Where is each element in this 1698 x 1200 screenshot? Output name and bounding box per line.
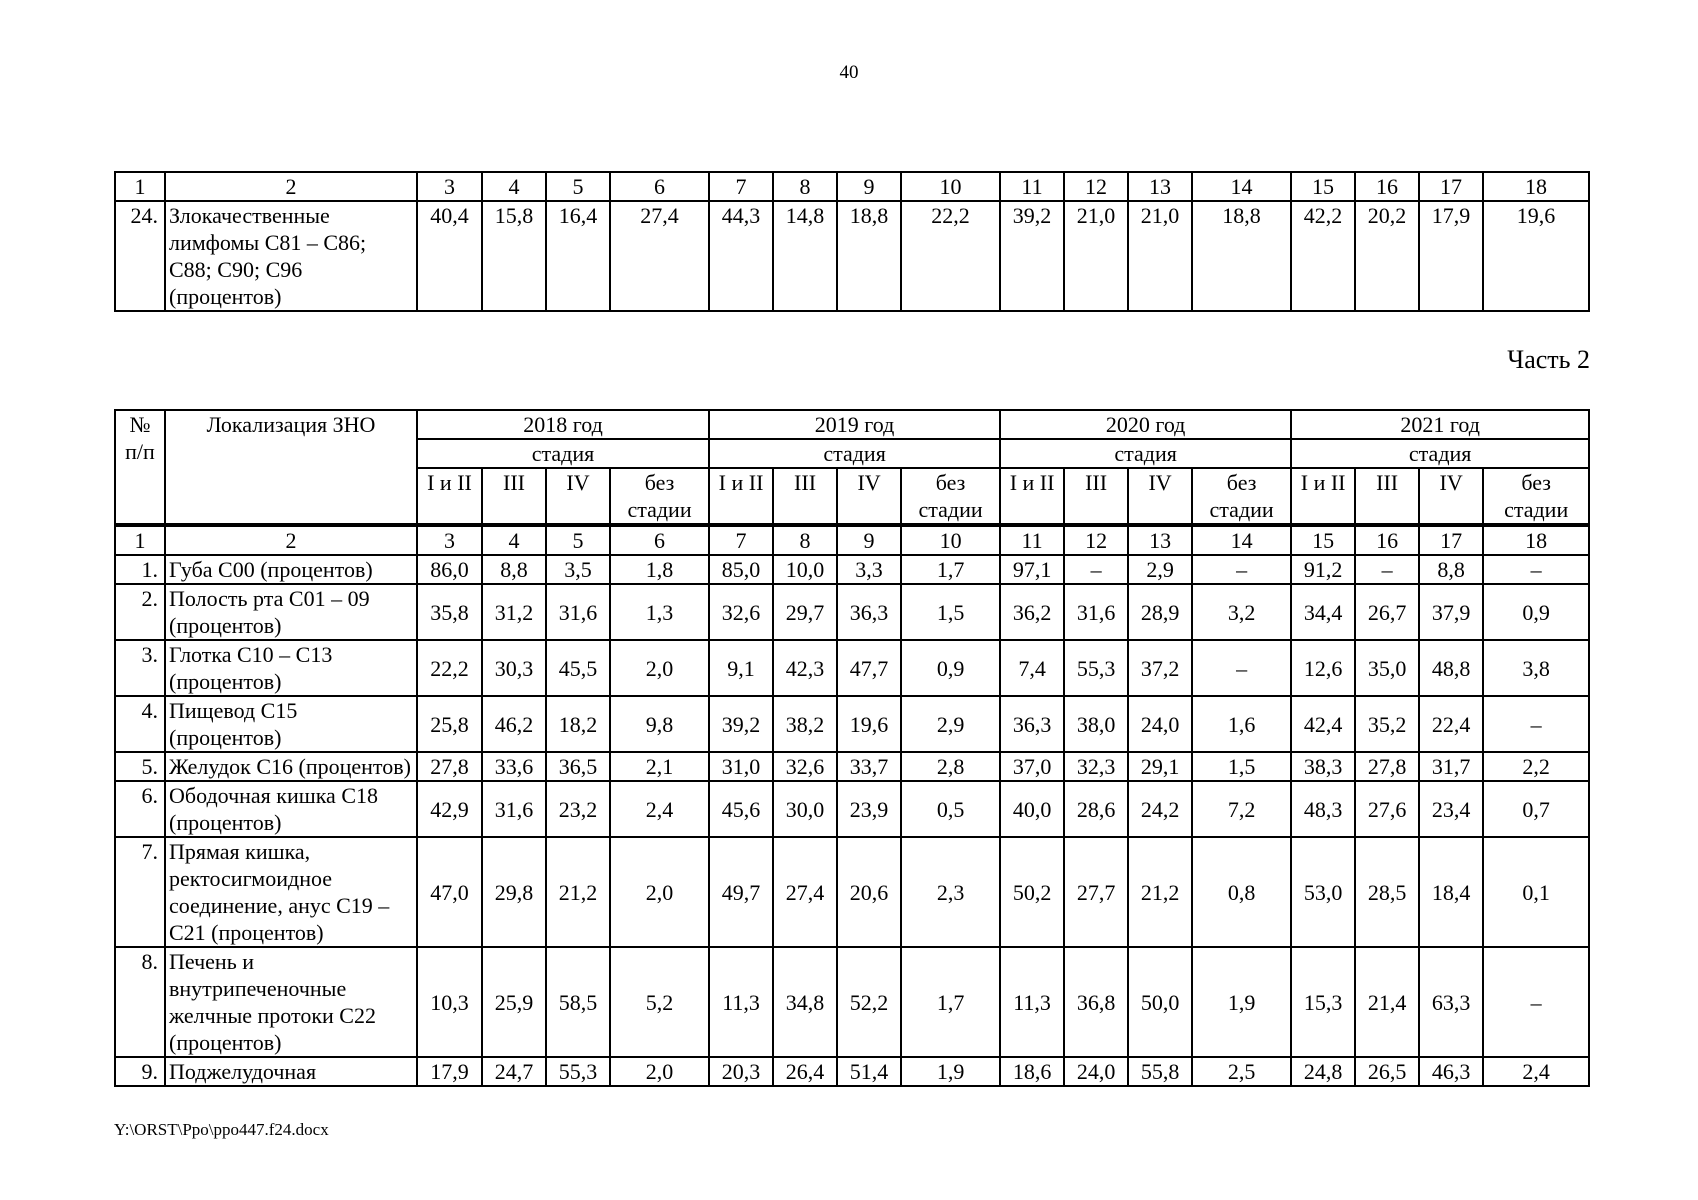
value-cell: 22,2 bbox=[417, 640, 482, 696]
value-cell: 1,5 bbox=[901, 584, 1000, 640]
value-cell: 37,9 bbox=[1419, 584, 1483, 640]
value-cell: 36,3 bbox=[1000, 696, 1064, 752]
value-cell: 1,6 bbox=[1192, 696, 1291, 752]
value-cell: 31,6 bbox=[482, 781, 546, 837]
column-number: 4 bbox=[482, 525, 546, 555]
value-cell: 27,6 bbox=[1355, 781, 1419, 837]
value-cell: 55,3 bbox=[1064, 640, 1128, 696]
table-row bbox=[115, 696, 1589, 752]
value-cell: 44,3 bbox=[709, 201, 773, 311]
value-cell: 2,8 bbox=[901, 752, 1000, 781]
row-label: Желудок С16 (процентов) bbox=[165, 752, 417, 781]
page-number: 40 bbox=[839, 62, 859, 83]
row-number: 9. bbox=[115, 1057, 165, 1086]
value-cell: 50,2 bbox=[1000, 837, 1064, 947]
row-number: 24. bbox=[115, 201, 165, 311]
column-number: 6 bbox=[610, 172, 709, 201]
value-cell: 28,9 bbox=[1128, 584, 1192, 640]
value-cell: 20,6 bbox=[837, 837, 901, 947]
value-cell: 51,4 bbox=[837, 1057, 901, 1086]
value-cell: 8,8 bbox=[482, 555, 546, 584]
column-number: 10 bbox=[901, 172, 1000, 201]
value-cell: 23,9 bbox=[837, 781, 901, 837]
column-number-row bbox=[115, 525, 1589, 555]
value-cell: 21,2 bbox=[546, 837, 610, 947]
row-label: Глотка С10 – С13 (процентов) bbox=[165, 640, 417, 696]
value-cell: 20,3 bbox=[709, 1057, 773, 1086]
value-cell: 29,8 bbox=[482, 837, 546, 947]
value-cell: 24,2 bbox=[1128, 781, 1192, 837]
value-cell: 9,1 bbox=[709, 640, 773, 696]
value-cell: 35,2 bbox=[1355, 696, 1419, 752]
value-cell: 1,7 bbox=[901, 555, 1000, 584]
value-cell: 34,8 bbox=[773, 947, 837, 1057]
value-cell: 0,7 bbox=[1483, 781, 1589, 837]
stage-label: стадия bbox=[709, 439, 1000, 468]
value-cell: 24,0 bbox=[1064, 1057, 1128, 1086]
column-number: 8 bbox=[773, 172, 837, 201]
value-cell: 47,7 bbox=[837, 640, 901, 696]
column-number: 18 bbox=[1483, 525, 1589, 555]
localization-header: Локализация ЗНО bbox=[165, 410, 417, 525]
value-cell: 17,9 bbox=[417, 1057, 482, 1086]
value-cell: 36,8 bbox=[1064, 947, 1128, 1057]
stage-header: I и II bbox=[1000, 468, 1064, 525]
value-cell: 31,6 bbox=[1064, 584, 1128, 640]
row-number: 8. bbox=[115, 947, 165, 1057]
value-cell: 52,2 bbox=[837, 947, 901, 1057]
value-cell: 38,0 bbox=[1064, 696, 1128, 752]
value-cell: 16,4 bbox=[546, 201, 610, 311]
value-cell: 27,4 bbox=[773, 837, 837, 947]
column-number: 13 bbox=[1128, 172, 1192, 201]
value-cell: 22,2 bbox=[901, 201, 1000, 311]
value-cell: 91,2 bbox=[1291, 555, 1355, 584]
value-cell: – bbox=[1064, 555, 1128, 584]
column-number: 7 bbox=[709, 525, 773, 555]
value-cell: 48,3 bbox=[1291, 781, 1355, 837]
value-cell: 9,8 bbox=[610, 696, 709, 752]
table-row bbox=[115, 201, 1589, 311]
value-cell: 2,4 bbox=[610, 781, 709, 837]
column-number: 14 bbox=[1192, 525, 1291, 555]
table-row bbox=[115, 1057, 1589, 1086]
table-row bbox=[115, 947, 1589, 1057]
row-label: Губа С00 (процентов) bbox=[165, 555, 417, 584]
stage-label: стадия bbox=[417, 439, 709, 468]
row-number: 4. bbox=[115, 696, 165, 752]
value-cell: 0,9 bbox=[901, 640, 1000, 696]
value-cell: 25,9 bbox=[482, 947, 546, 1057]
value-cell: 37,0 bbox=[1000, 752, 1064, 781]
table-row bbox=[115, 781, 1589, 837]
value-cell: 18,2 bbox=[546, 696, 610, 752]
column-number: 5 bbox=[546, 525, 610, 555]
continuation-table bbox=[114, 171, 1590, 312]
column-number: 1 bbox=[115, 525, 165, 555]
value-cell: 2,3 bbox=[901, 837, 1000, 947]
row-label: Поджелудочная bbox=[165, 1057, 417, 1086]
value-cell: 26,4 bbox=[773, 1057, 837, 1086]
value-cell: 39,2 bbox=[1000, 201, 1064, 311]
value-cell: 24,7 bbox=[482, 1057, 546, 1086]
value-cell: 8,8 bbox=[1419, 555, 1483, 584]
value-cell: 1,7 bbox=[901, 947, 1000, 1057]
value-cell: 85,0 bbox=[709, 555, 773, 584]
value-cell: 27,8 bbox=[1355, 752, 1419, 781]
value-cell: 15,8 bbox=[482, 201, 546, 311]
value-cell: 2,2 bbox=[1483, 752, 1589, 781]
value-cell: 22,4 bbox=[1419, 696, 1483, 752]
value-cell: 2,0 bbox=[610, 837, 709, 947]
value-cell: 21,0 bbox=[1128, 201, 1192, 311]
value-cell: 39,2 bbox=[709, 696, 773, 752]
stage-header: I и II bbox=[417, 468, 482, 525]
value-cell: 7,2 bbox=[1192, 781, 1291, 837]
value-cell: 29,1 bbox=[1128, 752, 1192, 781]
value-cell: 31,2 bbox=[482, 584, 546, 640]
value-cell: 35,0 bbox=[1355, 640, 1419, 696]
value-cell: 24,8 bbox=[1291, 1057, 1355, 1086]
column-number: 16 bbox=[1355, 172, 1419, 201]
value-cell: 58,5 bbox=[546, 947, 610, 1057]
value-cell: 23,2 bbox=[546, 781, 610, 837]
value-cell: 32,3 bbox=[1064, 752, 1128, 781]
value-cell: 86,0 bbox=[417, 555, 482, 584]
column-number: 2 bbox=[165, 172, 417, 201]
value-cell: 2,0 bbox=[610, 1057, 709, 1086]
value-cell: 11,3 bbox=[709, 947, 773, 1057]
value-cell: 46,3 bbox=[1419, 1057, 1483, 1086]
value-cell: 38,2 bbox=[773, 696, 837, 752]
year-header: 2018 год bbox=[417, 410, 709, 439]
row-label: Печень и внутрипеченочные желчные протоки С22 (процентов) bbox=[165, 947, 417, 1057]
column-number: 1 bbox=[115, 172, 165, 201]
row-number: 2. bbox=[115, 584, 165, 640]
table-row bbox=[115, 752, 1589, 781]
value-cell: 3,3 bbox=[837, 555, 901, 584]
column-number: 3 bbox=[417, 525, 482, 555]
value-cell: 17,9 bbox=[1419, 201, 1483, 311]
value-cell: 0,5 bbox=[901, 781, 1000, 837]
value-cell: 36,2 bbox=[1000, 584, 1064, 640]
value-cell: 21,4 bbox=[1355, 947, 1419, 1057]
value-cell: 3,5 bbox=[546, 555, 610, 584]
column-number: 12 bbox=[1064, 172, 1128, 201]
table-row bbox=[115, 555, 1589, 584]
row-label: Полость рта С01 – 09 (процентов) bbox=[165, 584, 417, 640]
value-cell: 28,6 bbox=[1064, 781, 1128, 837]
row-label: Прямая кишка, ректосигмоидное соединение, анус С19 – С21 (процентов) bbox=[165, 837, 417, 947]
value-cell: 19,6 bbox=[1483, 201, 1589, 311]
value-cell: – bbox=[1355, 555, 1419, 584]
value-cell: 26,5 bbox=[1355, 1057, 1419, 1086]
value-cell: 32,6 bbox=[709, 584, 773, 640]
value-cell: 7,4 bbox=[1000, 640, 1064, 696]
value-cell: 49,7 bbox=[709, 837, 773, 947]
stage-header: без стадии bbox=[1483, 468, 1589, 525]
row-number: 3. bbox=[115, 640, 165, 696]
stage-header: без стадии bbox=[610, 468, 709, 525]
value-cell: 42,4 bbox=[1291, 696, 1355, 752]
num-header: № п/п bbox=[115, 410, 165, 525]
value-cell: 29,7 bbox=[773, 584, 837, 640]
value-cell: 50,0 bbox=[1128, 947, 1192, 1057]
value-cell: 55,8 bbox=[1128, 1057, 1192, 1086]
value-cell: 27,7 bbox=[1064, 837, 1128, 947]
stage-header: без стадии bbox=[1192, 468, 1291, 525]
value-cell: 28,5 bbox=[1355, 837, 1419, 947]
value-cell: 18,4 bbox=[1419, 837, 1483, 947]
value-cell: 42,3 bbox=[773, 640, 837, 696]
stage-header: IV bbox=[546, 468, 610, 525]
value-cell: 11,3 bbox=[1000, 947, 1064, 1057]
value-cell: – bbox=[1483, 555, 1589, 584]
value-cell: 0,1 bbox=[1483, 837, 1589, 947]
stage-distribution-table bbox=[114, 409, 1590, 1087]
value-cell: 24,0 bbox=[1128, 696, 1192, 752]
year-header: 2019 год bbox=[709, 410, 1000, 439]
stage-header: III bbox=[1355, 468, 1419, 525]
value-cell: 27,8 bbox=[417, 752, 482, 781]
column-number: 10 bbox=[901, 525, 1000, 555]
value-cell: 1,5 bbox=[1192, 752, 1291, 781]
value-cell: 3,8 bbox=[1483, 640, 1589, 696]
row-number: 6. bbox=[115, 781, 165, 837]
value-cell: – bbox=[1483, 696, 1589, 752]
value-cell: 12,6 bbox=[1291, 640, 1355, 696]
footer-file-path: Y:\ORST\Ppo\ppo447.f24.docx bbox=[114, 1120, 329, 1139]
value-cell: 19,6 bbox=[837, 696, 901, 752]
value-cell: 2,9 bbox=[901, 696, 1000, 752]
value-cell: 0,8 bbox=[1192, 837, 1291, 947]
value-cell: 40,0 bbox=[1000, 781, 1064, 837]
value-cell: 2,5 bbox=[1192, 1057, 1291, 1086]
year-header: 2020 год bbox=[1000, 410, 1291, 439]
column-number: 2 bbox=[165, 525, 417, 555]
stage-label: стадия bbox=[1000, 439, 1291, 468]
stage-header: III bbox=[1064, 468, 1128, 525]
column-number: 9 bbox=[837, 525, 901, 555]
column-number: 18 bbox=[1483, 172, 1589, 201]
value-cell: 42,9 bbox=[417, 781, 482, 837]
value-cell: 97,1 bbox=[1000, 555, 1064, 584]
column-number: 7 bbox=[709, 172, 773, 201]
value-cell: 45,5 bbox=[546, 640, 610, 696]
value-cell: 31,7 bbox=[1419, 752, 1483, 781]
value-cell: 30,0 bbox=[773, 781, 837, 837]
value-cell: 63,3 bbox=[1419, 947, 1483, 1057]
value-cell: 14,8 bbox=[773, 201, 837, 311]
value-cell: – bbox=[1483, 947, 1589, 1057]
value-cell: 18,8 bbox=[1192, 201, 1291, 311]
column-number: 12 bbox=[1064, 525, 1128, 555]
value-cell: 3,2 bbox=[1192, 584, 1291, 640]
value-cell: 31,6 bbox=[546, 584, 610, 640]
row-label: Злокачественные лимфомы С81 – С86; С88; С90; С96 (процентов) bbox=[165, 201, 417, 311]
column-number: 8 bbox=[773, 525, 837, 555]
row-label: Ободочная кишка С18 (процентов) bbox=[165, 781, 417, 837]
stage-header: I и II bbox=[1291, 468, 1355, 525]
value-cell: 27,4 bbox=[610, 201, 709, 311]
value-cell: 36,3 bbox=[837, 584, 901, 640]
stage-header: III bbox=[482, 468, 546, 525]
column-number: 6 bbox=[610, 525, 709, 555]
value-cell: 46,2 bbox=[482, 696, 546, 752]
value-cell: 48,8 bbox=[1419, 640, 1483, 696]
stage-header: III bbox=[773, 468, 837, 525]
value-cell: 32,6 bbox=[773, 752, 837, 781]
value-cell: 1,8 bbox=[610, 555, 709, 584]
value-cell: 2,9 bbox=[1128, 555, 1192, 584]
value-cell: – bbox=[1192, 555, 1291, 584]
value-cell: 1,9 bbox=[1192, 947, 1291, 1057]
value-cell: 21,2 bbox=[1128, 837, 1192, 947]
value-cell: 40,4 bbox=[417, 201, 482, 311]
row-number: 1. bbox=[115, 555, 165, 584]
column-number: 3 bbox=[417, 172, 482, 201]
table-row bbox=[115, 584, 1589, 640]
column-number: 5 bbox=[546, 172, 610, 201]
part-label: Часть 2 bbox=[1507, 345, 1590, 374]
value-cell: 30,3 bbox=[482, 640, 546, 696]
table-row bbox=[115, 837, 1589, 947]
column-number: 11 bbox=[1000, 172, 1064, 201]
value-cell: 0,9 bbox=[1483, 584, 1589, 640]
column-number-row bbox=[115, 172, 1589, 201]
value-cell: 2,1 bbox=[610, 752, 709, 781]
value-cell: 2,4 bbox=[1483, 1057, 1589, 1086]
value-cell: 21,0 bbox=[1064, 201, 1128, 311]
value-cell: 25,8 bbox=[417, 696, 482, 752]
column-number: 9 bbox=[837, 172, 901, 201]
value-cell: 42,2 bbox=[1291, 201, 1355, 311]
stage-header: IV bbox=[1419, 468, 1483, 525]
value-cell: 20,2 bbox=[1355, 201, 1419, 311]
stage-header: I и II bbox=[709, 468, 773, 525]
stage-header: IV bbox=[837, 468, 901, 525]
column-number: 16 bbox=[1355, 525, 1419, 555]
value-cell: 33,6 bbox=[482, 752, 546, 781]
value-cell: 31,0 bbox=[709, 752, 773, 781]
stage-label: стадия bbox=[1291, 439, 1589, 468]
value-cell: 18,6 bbox=[1000, 1057, 1064, 1086]
column-number: 14 bbox=[1192, 172, 1291, 201]
column-number: 17 bbox=[1419, 525, 1483, 555]
value-cell: 47,0 bbox=[417, 837, 482, 947]
value-cell: 18,8 bbox=[837, 201, 901, 311]
row-label: Пищевод С15 (процентов) bbox=[165, 696, 417, 752]
column-number: 11 bbox=[1000, 525, 1064, 555]
row-number: 5. bbox=[115, 752, 165, 781]
stage-header: без стадии bbox=[901, 468, 1000, 525]
value-cell: 23,4 bbox=[1419, 781, 1483, 837]
column-number: 15 bbox=[1291, 525, 1355, 555]
column-number: 13 bbox=[1128, 525, 1192, 555]
column-number: 15 bbox=[1291, 172, 1355, 201]
value-cell: 55,3 bbox=[546, 1057, 610, 1086]
value-cell: – bbox=[1192, 640, 1291, 696]
column-number: 17 bbox=[1419, 172, 1483, 201]
stage-header: IV bbox=[1128, 468, 1192, 525]
year-header-row bbox=[115, 410, 1589, 439]
value-cell: 10,0 bbox=[773, 555, 837, 584]
value-cell: 45,6 bbox=[709, 781, 773, 837]
table-row bbox=[115, 640, 1589, 696]
value-cell: 38,3 bbox=[1291, 752, 1355, 781]
row-number: 7. bbox=[115, 837, 165, 947]
value-cell: 33,7 bbox=[837, 752, 901, 781]
value-cell: 37,2 bbox=[1128, 640, 1192, 696]
value-cell: 53,0 bbox=[1291, 837, 1355, 947]
value-cell: 5,2 bbox=[610, 947, 709, 1057]
value-cell: 1,9 bbox=[901, 1057, 1000, 1086]
value-cell: 36,5 bbox=[546, 752, 610, 781]
value-cell: 2,0 bbox=[610, 640, 709, 696]
year-header: 2021 год bbox=[1291, 410, 1589, 439]
value-cell: 26,7 bbox=[1355, 584, 1419, 640]
column-number: 4 bbox=[482, 172, 546, 201]
value-cell: 15,3 bbox=[1291, 947, 1355, 1057]
value-cell: 1,3 bbox=[610, 584, 709, 640]
value-cell: 35,8 bbox=[417, 584, 482, 640]
value-cell: 34,4 bbox=[1291, 584, 1355, 640]
value-cell: 10,3 bbox=[417, 947, 482, 1057]
